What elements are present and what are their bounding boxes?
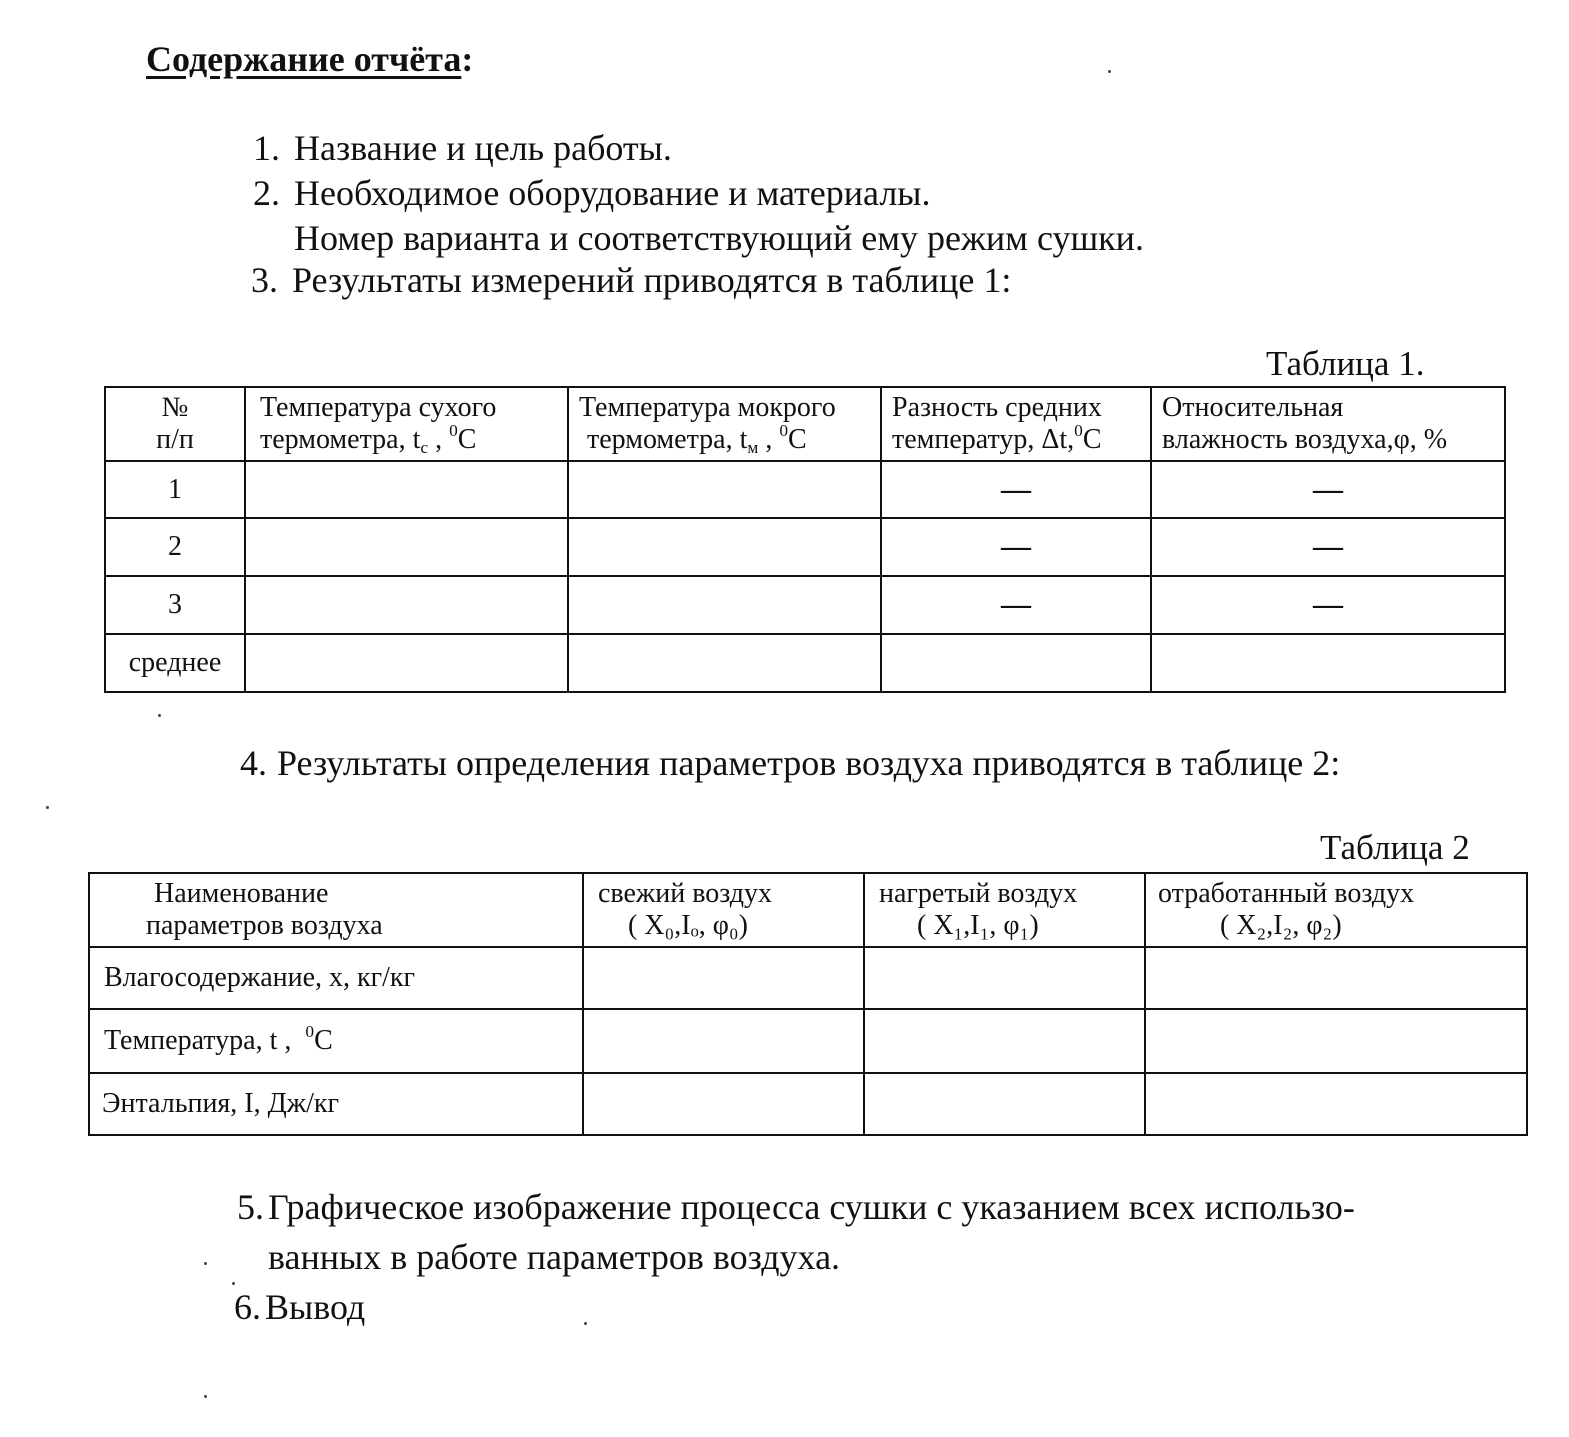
list-item-text: Название и цель работы. — [294, 128, 672, 168]
table-cell — [568, 576, 881, 634]
table1-header-row — [105, 387, 1505, 461]
header-text: С — [457, 424, 477, 455]
list-item-number: 5. — [237, 1187, 264, 1227]
dash-cell: — — [881, 518, 1151, 576]
table-cell — [568, 634, 881, 692]
table-row — [105, 461, 1505, 518]
dash-cell: — — [881, 576, 1151, 634]
header-line: отработанный воздух — [1158, 878, 1415, 909]
header-text: С — [1082, 424, 1102, 455]
report-heading-text: Содержание отчёта — [146, 39, 462, 79]
list-item-text: Результаты измерений приводятся в таблице 1: — [292, 260, 1012, 300]
list-item-number: 6. — [234, 1287, 261, 1327]
table2 — [88, 872, 1528, 1136]
header-line: Наименование — [154, 878, 329, 909]
table-cell — [583, 1009, 864, 1073]
header-line: Разность средних — [892, 392, 1102, 423]
table-row — [89, 1009, 1527, 1073]
table-cell — [881, 634, 1151, 692]
header-text: термометра, t — [260, 424, 421, 455]
list-item-2 — [253, 171, 931, 215]
table-cell — [1151, 634, 1505, 692]
scan-speck — [584, 1322, 587, 1325]
header-line: Относительная — [1162, 392, 1344, 423]
header-superscript: 0 — [449, 420, 458, 440]
table2-header-row — [89, 873, 1527, 947]
table-row — [105, 518, 1505, 576]
list-item-number: 2. — [253, 173, 280, 213]
list-item-text: Графическое изображение процесса сушки с указанием всех использо- — [268, 1187, 1355, 1227]
row-label: 3 — [105, 576, 245, 634]
scan-speck — [204, 1262, 207, 1265]
row-label: Энтальпия, I, Дж/кг — [89, 1073, 583, 1135]
table-row — [105, 576, 1505, 634]
table-cell — [583, 1073, 864, 1135]
header-text: С — [788, 424, 807, 455]
header-text: термометра, t — [587, 424, 748, 455]
table1-header-number — [105, 387, 245, 461]
table-cell — [583, 947, 864, 1009]
row-label-text: С — [314, 1025, 333, 1056]
list-item-2-continuation — [294, 216, 1144, 260]
list-item-4 — [240, 741, 1341, 785]
header-text: , — [758, 424, 780, 455]
table-cell — [864, 1009, 1145, 1073]
header-text: температур, Δt, — [892, 424, 1075, 455]
list-item-5 — [237, 1185, 1355, 1229]
list-item-text: ванных в работе параметров воздуха. — [268, 1237, 841, 1277]
header-text: , — [428, 424, 450, 455]
header-line: нагретый воздух — [879, 878, 1078, 909]
header-line: ( X₂,I₂, φ₂) — [1220, 910, 1342, 941]
table-cell — [245, 518, 568, 576]
list-item-number: 4. — [240, 743, 267, 783]
list-item-6 — [234, 1285, 366, 1329]
header-line: влажность воздуха,φ, % — [1162, 424, 1448, 455]
row-label-text: Температура, t , — [104, 1025, 306, 1056]
table-cell — [245, 634, 568, 692]
table-cell — [1145, 1073, 1527, 1135]
list-item-1 — [253, 126, 672, 170]
header-subscript: с — [420, 438, 429, 458]
row-label: Влагосодержание, x, кг/кг — [89, 947, 583, 1009]
header-superscript: 0 — [779, 420, 789, 440]
table-row — [89, 947, 1527, 1009]
table-cell — [864, 947, 1145, 1009]
table2-header-fresh-air — [583, 873, 864, 947]
dash-cell: — — [1151, 518, 1505, 576]
header-superscript: 0 — [1074, 420, 1083, 440]
table1-header-humidity — [1151, 387, 1505, 461]
scan-speck — [232, 1282, 235, 1285]
table1-caption: Таблица 1. — [1266, 344, 1425, 383]
table-cell — [245, 576, 568, 634]
report-heading — [146, 38, 473, 80]
table-row — [89, 1073, 1527, 1135]
table2-caption: Таблица 2 — [1320, 828, 1470, 867]
table1-header-temp-diff — [881, 387, 1151, 461]
header-line: п/п — [156, 424, 194, 455]
list-item-text: Номер варианта и соответствующий ему режим сушки. — [294, 218, 1144, 258]
report-heading-colon: : — [461, 39, 474, 79]
row-label-superscript: 0 — [305, 1021, 315, 1041]
header-line: свежий воздух — [598, 878, 773, 909]
row-label: 2 — [105, 518, 245, 576]
table2-header-heated-air — [864, 873, 1145, 947]
list-item-text: Результаты определения параметров воздуха приводятся в таблице 2: — [277, 743, 1341, 783]
scan-speck — [204, 1395, 207, 1398]
table2-header-parameter — [89, 873, 583, 947]
table1 — [104, 386, 1506, 693]
scan-speck — [158, 714, 161, 717]
dash-cell: — — [1151, 576, 1505, 634]
list-item-number: 1. — [253, 128, 280, 168]
header-line — [260, 420, 557, 458]
table-cell — [1145, 1009, 1527, 1073]
dash-cell: — — [881, 461, 1151, 518]
list-item-5-continuation — [268, 1235, 840, 1279]
scan-speck — [1108, 70, 1111, 73]
table1-header-dry-temp — [245, 387, 568, 461]
list-item-number: 3. — [251, 260, 278, 300]
row-label: 1 — [105, 461, 245, 518]
table-cell — [568, 461, 881, 518]
table-row — [105, 634, 1505, 692]
table-cell — [864, 1073, 1145, 1135]
list-item-text: Вывод — [265, 1287, 366, 1327]
header-line: № — [161, 392, 189, 423]
header-subscript: м — [747, 438, 759, 458]
header-line: Температура мокрого — [579, 392, 836, 423]
header-line: ( X₁,I₁, φ₁) — [917, 910, 1039, 941]
row-label — [89, 1009, 583, 1073]
scan-speck — [46, 806, 49, 809]
table-cell — [1145, 947, 1527, 1009]
table-cell — [568, 518, 881, 576]
dash-cell: — — [1151, 461, 1505, 518]
header-line: ( X₀,Iₒ, φ₀) — [628, 910, 748, 941]
header-line: параметров воздуха — [146, 910, 383, 941]
list-item-3 — [251, 258, 1012, 302]
header-line — [579, 420, 870, 458]
table-cell — [245, 461, 568, 518]
row-label: среднее — [105, 634, 245, 692]
table2-header-exhaust-air — [1145, 873, 1527, 947]
table1-header-wet-temp — [568, 387, 881, 461]
header-line: Температура сухого — [260, 392, 497, 423]
header-line — [892, 420, 1140, 456]
list-item-text: Необходимое оборудование и материалы. — [294, 173, 931, 213]
